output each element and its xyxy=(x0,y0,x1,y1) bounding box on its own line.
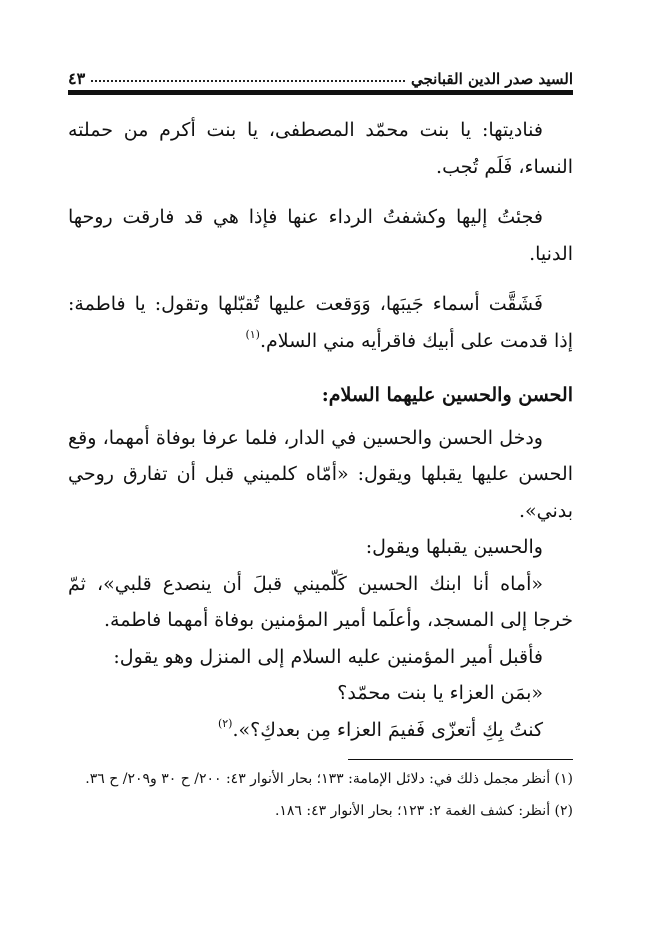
running-header xyxy=(68,58,573,88)
book-page xyxy=(68,0,573,945)
paragraph-3 xyxy=(68,286,573,359)
paragraph-6: «أماه أنا ابنك الحسين كَلّميني قبلَ أن ينصدع قلبي»، ثمّ خرجا إلى المسجد، وأعلَما أمير المؤمنين بوفاة أمهما فاطمة. xyxy=(68,572,573,631)
footnotes xyxy=(68,766,573,830)
paragraph-3-text: فَشَقَّت أسماء جَيبَها، وَوَقعت عليها تُقبّلها وتقول: يا فاطمة: إذا قدمت على أبيك فاقرأيه مني السلام. xyxy=(68,293,573,352)
section-heading: الحسن والحسين عليهما السلام: xyxy=(321,384,573,406)
paragraph-1: فناديتها: يا بنت محمّد المصطفى، يا بنت أكرم من حملته النساء، فَلَم تُجب. xyxy=(68,119,573,178)
footnote-separator xyxy=(348,759,573,760)
footnote-ref-1[interactable]: (١) xyxy=(245,327,260,341)
main-text xyxy=(68,112,573,748)
header-title: السيد صدر الدين القبانجي xyxy=(410,70,573,88)
quote-line-2 xyxy=(68,712,573,749)
footnote-ref-2[interactable]: (٢) xyxy=(217,716,233,730)
paragraph-2: فجئتُ إليها وكشفتُ الرداء عنها فإذا هي قد فارقت روحها الدنيا. xyxy=(68,206,573,265)
paragraph-5: والحسين يقبلها ويقول: xyxy=(365,536,543,558)
footnote-2: (٢) أنظر: كشف الغمة ٢: ١٢٣؛ بحار الأنوار ٤٣: ١٨٦. xyxy=(274,803,573,819)
paragraph-7: فأقبل أمير المؤمنين عليه السلام إلى المنزل وهو يقول: xyxy=(113,645,543,668)
footnote-1: (١) أنظر مجمل ذلك في: دلائل الإمامة: ١٣٣؛ بحار الأنوار ٤٣: ٢٠٠/ ح ٣٠ و٢٠٩/ ح ٣٦. xyxy=(85,771,573,787)
paragraph-4: ودخل الحسن والحسين في الدار، فلما عرفا بوفاة أمهما، وقع الحسن عليها يقبلها ويقول: «أمّاه كلميني قبل أن تفارق روحي بدني». xyxy=(68,426,573,522)
page-number: ٤٣ xyxy=(68,69,86,88)
quote-line-1: «بمَن العزاء يا بنت محمّد؟ xyxy=(337,682,543,704)
header-dotted-leader xyxy=(91,80,405,82)
header-rule xyxy=(68,90,573,95)
quote-line-2-text: كنتُ بِكِ أتعزّى فَفيمَ العزاء مِن بعدكِ؟». xyxy=(232,718,543,741)
